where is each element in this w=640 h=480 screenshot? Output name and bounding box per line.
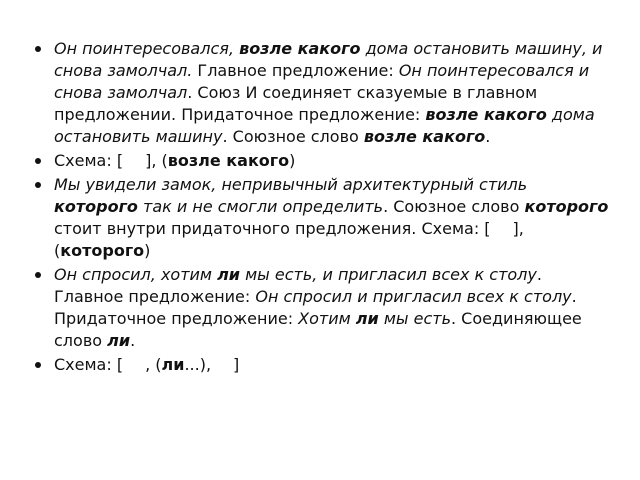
main-clause-text: Он поинтересовался и снова замолчал xyxy=(54,61,590,102)
explanation-text: . xyxy=(485,127,491,146)
conjunctive-particle: ли xyxy=(217,265,241,284)
conjunctive-word: которого xyxy=(524,197,609,216)
explanation-text: . Главное предложение: xyxy=(54,265,542,306)
sentence-text: мы есть, и пригласил всех к столу xyxy=(240,265,537,284)
sentence-text: Мы увидели замок, непривычный архитектурный стиль xyxy=(54,175,528,194)
main-clause-text: Он спросил и пригласил всех к столу xyxy=(255,287,572,306)
sentence-text: так и не смогли определить xyxy=(137,197,384,216)
scheme-label: Схема: [ xyxy=(54,355,124,374)
explanation-text: Главное предложение: xyxy=(192,61,399,80)
scheme-text: , ( xyxy=(145,355,162,374)
sentence-text: дома остановить машину, и снова замолчал. xyxy=(54,39,603,80)
scheme-text: ], ( xyxy=(145,151,168,170)
subordinate-clause-text: мы есть xyxy=(378,309,451,328)
scheme-text: ] xyxy=(233,355,240,374)
bullet-list xyxy=(34,38,609,376)
bullet-dot-icon xyxy=(35,272,41,278)
scheme-conjunctive-word: возле какого xyxy=(167,151,290,170)
scheme-conjunctive-particle: ли xyxy=(161,355,185,374)
bullet-item-5 xyxy=(34,354,609,376)
explanation-text: . Придаточное предложение: xyxy=(54,287,577,328)
explanation-text: . Соединяющее слово xyxy=(54,309,582,350)
bullet-item-3 xyxy=(34,174,609,262)
scheme-text: ) xyxy=(144,241,151,260)
explanation-text: стоит внутри придаточного предложения. Схема: [ xyxy=(54,219,491,238)
bullet-item-4 xyxy=(34,264,609,352)
slide-content xyxy=(34,38,609,378)
subordinate-clause-text: Хотим xyxy=(298,309,356,328)
sentence-text: Он спросил, хотим xyxy=(54,265,218,284)
bullet-dot-icon xyxy=(35,46,41,52)
conjunctive-word: возле какого xyxy=(239,39,361,58)
bullet-item-2 xyxy=(34,150,609,172)
conjunctive-particle: ли xyxy=(107,331,131,350)
sentence-text: Он поинтересовался, xyxy=(54,39,240,58)
conjunctive-particle: ли xyxy=(355,309,379,328)
explanation-text: . Союз И соединяет сказуемые в главном предложении. Придаточное предложение: xyxy=(54,83,538,124)
scheme-text: ...), xyxy=(184,355,212,374)
scheme-conjunctive-word: которого xyxy=(60,241,145,260)
conjunctive-word: которого xyxy=(54,197,138,216)
scheme-label: Схема: [ xyxy=(54,151,124,170)
bullet-dot-icon xyxy=(35,182,41,188)
scheme-text: ], ( xyxy=(54,219,524,260)
explanation-text: . xyxy=(130,331,136,350)
bullet-dot-icon xyxy=(35,158,41,164)
conjunctive-word: возле какого xyxy=(363,127,486,146)
scheme-text: ) xyxy=(289,151,296,170)
subordinate-clause-text: дома остановить машину xyxy=(54,105,595,146)
explanation-text: . Союзное слово xyxy=(222,127,364,146)
bullet-dot-icon xyxy=(35,362,41,368)
conjunctive-word: возле какого xyxy=(425,105,547,124)
explanation-text: . Союзное слово xyxy=(383,197,525,216)
bullet-item-1 xyxy=(34,38,609,148)
